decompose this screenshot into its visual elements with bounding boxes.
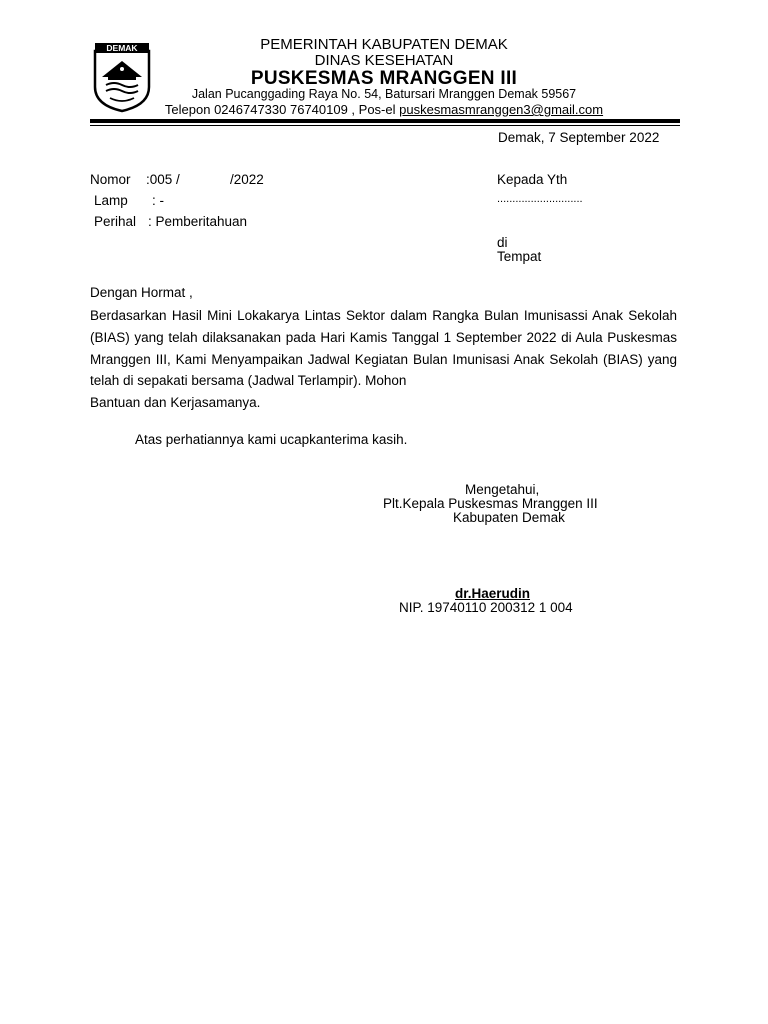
perihal-label: Perihal [94, 214, 137, 229]
signature-acknowledged: Mengetahui, [465, 482, 540, 497]
logo-text: DEMAK [106, 43, 138, 53]
body-paragraph [90, 305, 677, 414]
letterhead-contact [0, 103, 768, 116]
letterhead-address: Jalan Pucanggading Raya No. 54, Batursari Mranggen Demak 59567 [191, 87, 577, 101]
signature-title: Plt.Kepala Puskesmas Mranggen III [383, 496, 598, 511]
letterhead-department: DINAS KESEHATAN [314, 52, 454, 69]
lamp-value: : - [152, 193, 164, 208]
lamp-label: Lamp [94, 193, 128, 208]
body-paragraph-text: Berdasarkan Hasil Mini Lokakarya Lintas Sektor dalam Rangka Bulan Imunisassi Anak Sekolah (BIAS) yang telah dilaksanakan pada Hari Kamis Tanggal 1 September 2022 di Aula Puskesmas Mranggen III, Kami Menyampaikan Jadwal Kegiatan Bulan Imunisasi Anak Sekolah (BIAS) yang telah di sepakati bersama (Jadwal Terlampir). Mohon [90, 308, 677, 389]
recipient-di: di [497, 235, 508, 250]
letterhead-rule-thick [90, 119, 680, 123]
greeting: Dengan Hormat , [90, 285, 193, 300]
recipient-to: Kepada Yth [497, 172, 568, 187]
recipient-dots: ............................ [497, 193, 583, 205]
closing-line: Atas perhatiannya kami ucapkanterima kasih. [135, 432, 408, 447]
perihal-value: : Pemberitahuan [148, 214, 248, 229]
signature-nip: NIP. 19740110 200312 1 004 [399, 600, 573, 615]
letterhead-rule-thin [90, 125, 680, 126]
letterhead-institution: PUSKESMAS MRANGGEN III [250, 68, 518, 89]
body-paragraph-last-line: Bantuan dan Kerjasamanya. [90, 395, 261, 411]
nomor-year: /2022 [230, 172, 264, 187]
nomor-label: Nomor [90, 172, 131, 187]
letter-date: Demak, 7 September 2022 [498, 130, 660, 145]
letterhead-email: puskesmasmranggen3@gmail.com [399, 102, 604, 117]
recipient-tempat: Tempat [497, 249, 542, 264]
nomor-value: :005 / [146, 172, 180, 187]
letterhead-government: PEMERINTAH KABUPATEN DEMAK [260, 36, 508, 53]
signature-name: dr.Haerudin [455, 586, 531, 601]
signature-region: Kabupaten Demak [453, 510, 565, 525]
letterhead-phone: Telepon 0246747330 76740109 , Pos-el [164, 102, 400, 117]
